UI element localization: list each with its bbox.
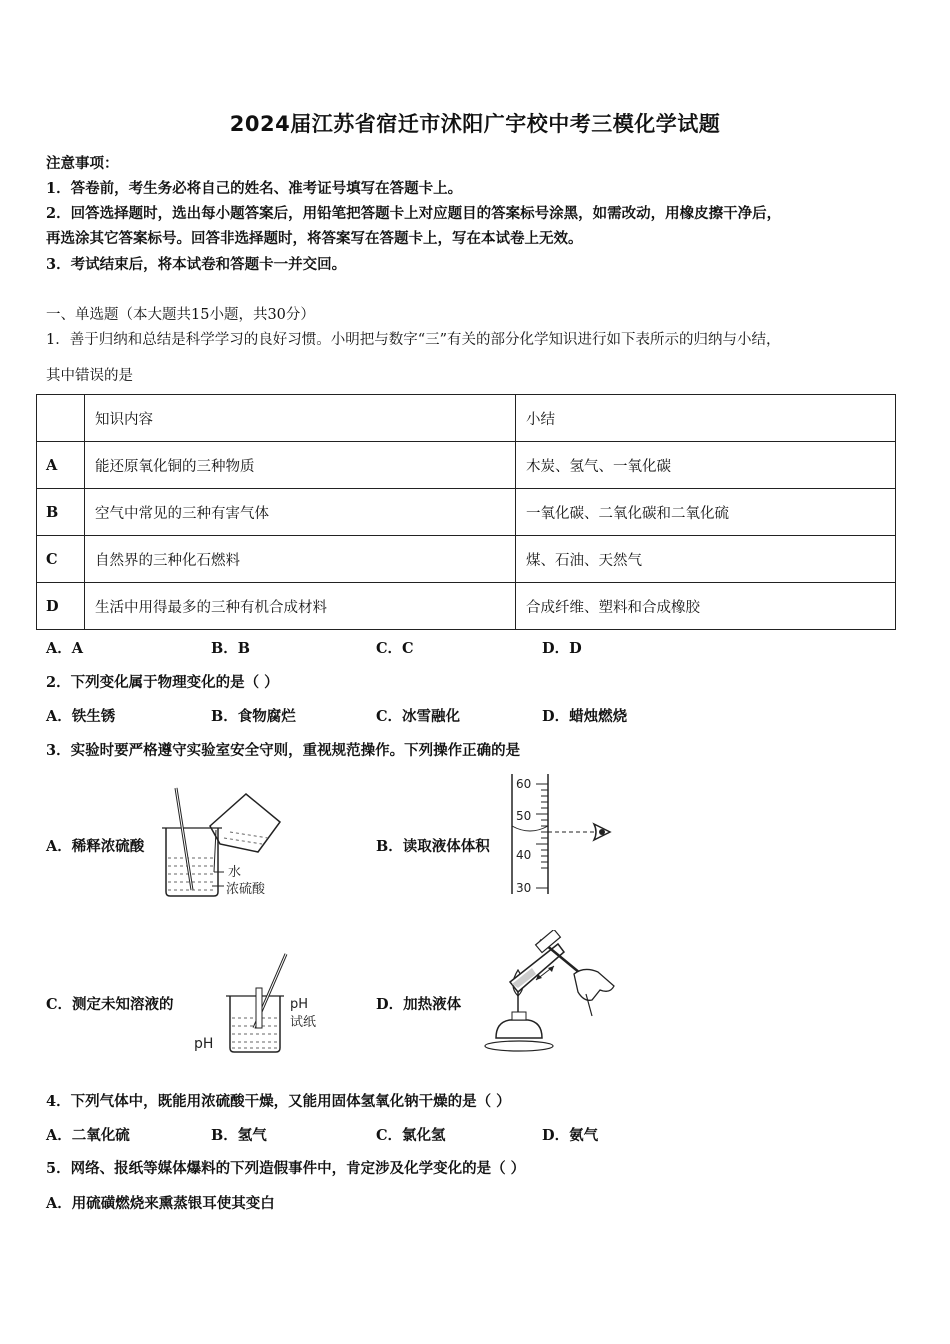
option-c[interactable]: C．氯化氢 (376, 1127, 446, 1144)
q3-option-d[interactable]: D．加热液体 (376, 996, 462, 1013)
table-cell: 生活中用得最多的三种有机合成材料 (85, 583, 516, 630)
option-d[interactable]: D．D (542, 640, 582, 657)
section-heading: 一、单选题（本大题共15小题，共30分） (46, 307, 315, 323)
table-row (37, 489, 896, 536)
table-cell: 木炭、氢气、一氧化碳 (516, 442, 896, 489)
table-cell: A (37, 442, 85, 489)
option-d[interactable]: D．蜡烛燃烧 (542, 708, 628, 725)
table-header-row (37, 395, 896, 442)
notice-item: 2．回答选择题时，选出每小题答案后，用铅笔把答题卡上对应题目的答案标号涂黑，如需改动，用橡皮擦干净后， (46, 205, 782, 222)
q3-stem: 3．实验时要严格遵守实验室安全守则，重视规范操作。下列操作正确的是 (46, 742, 521, 759)
option-a[interactable]: A．A (46, 640, 84, 657)
table-row (37, 583, 896, 630)
label-ph: pH (290, 997, 309, 1012)
notice-item: 再选涂其它答案标号。回答非选择题时，将答案写在答题卡上，写在本试卷上无效。 (46, 230, 583, 247)
label-ph-left: pH (194, 1036, 214, 1052)
ph-test-figure (192, 948, 332, 1058)
option-c[interactable]: C．冰雪融化 (376, 708, 461, 725)
label-water: 水 (228, 865, 242, 880)
tick-label: 60 (516, 777, 532, 791)
option-b[interactable]: B．氢气 (211, 1127, 267, 1144)
option-b[interactable]: B．B (211, 640, 251, 657)
table-cell: 一氧化碳、二氧化碳和二氧化硫 (516, 489, 896, 536)
notice-heading: 注意事项： (46, 155, 119, 172)
table-cell: 空气中常见的三种有害气体 (85, 489, 516, 536)
option-c[interactable]: C．C (376, 640, 414, 657)
table-cell: D (37, 583, 85, 630)
option-a[interactable]: A．铁生锈 (46, 708, 116, 725)
q3-option-a[interactable]: A．稀释浓硫酸 (46, 838, 145, 855)
dilution-figure (158, 780, 298, 900)
exam-title: 2024届江苏省宿迁市沭阳广宇校中考三模化学试题 (229, 112, 721, 136)
notice-item: 1．答卷前，考生务必将自己的姓名、准考证号填写在答题卡上。 (46, 180, 463, 197)
q3-option-c[interactable]: C．测定未知溶液的 (46, 996, 174, 1013)
q1-stem-cont: 其中错误的是 (46, 368, 133, 384)
table-cell: C (37, 536, 85, 583)
table-cell: 能还原氧化铜的三种物质 (85, 442, 516, 489)
table-header: 小结 (516, 395, 896, 442)
q1-stem: 1．善于归纳和总结是科学学习的良好习惯。小明把与数字“三”有关的部分化学知识进行如下表所示的归纳与小结， (46, 332, 781, 348)
option-d[interactable]: D．氨气 (542, 1127, 599, 1144)
cylinder-figure (508, 770, 618, 898)
table-cell: 自然界的三种化石燃料 (85, 536, 516, 583)
q2-stem: 2．下列变化属于物理变化的是（ ） (46, 674, 279, 691)
notice-item: 3．考试结束后，将本试卷和答题卡一并交回。 (46, 256, 347, 273)
table-row (37, 536, 896, 583)
tick-label: 50 (516, 809, 532, 823)
table-cell: B (37, 489, 85, 536)
heating-figure (474, 930, 619, 1056)
q1-table (36, 394, 896, 630)
table-cell: 合成纤维、塑料和合成橡胶 (516, 583, 896, 630)
q5-stem: 5．网络、报纸等媒体爆料的下列造假事件中，肯定涉及化学变化的是（ ） (46, 1160, 526, 1177)
label-paper: 试纸 (290, 1015, 317, 1030)
q3-option-b[interactable]: B．读取液体体积 (376, 838, 490, 855)
table-header: 知识内容 (85, 395, 516, 442)
option-a[interactable]: A．二氧化硫 (46, 1127, 130, 1144)
table-cell: 煤、石油、天然气 (516, 536, 896, 583)
q5-option-a[interactable]: A．用硫磺燃烧来熏蒸银耳使其变白 (46, 1195, 275, 1212)
label-acid: 浓硫酸 (226, 882, 266, 897)
option-b[interactable]: B．食物腐烂 (211, 708, 296, 725)
table-cell (37, 395, 85, 442)
tick-label: 30 (516, 881, 532, 895)
tick-label: 40 (516, 848, 532, 862)
table-row (37, 442, 896, 489)
q4-stem: 4．下列气体中，既能用浓硫酸干燥，又能用固体氢氧化钠干燥的是（ ） (46, 1093, 511, 1110)
